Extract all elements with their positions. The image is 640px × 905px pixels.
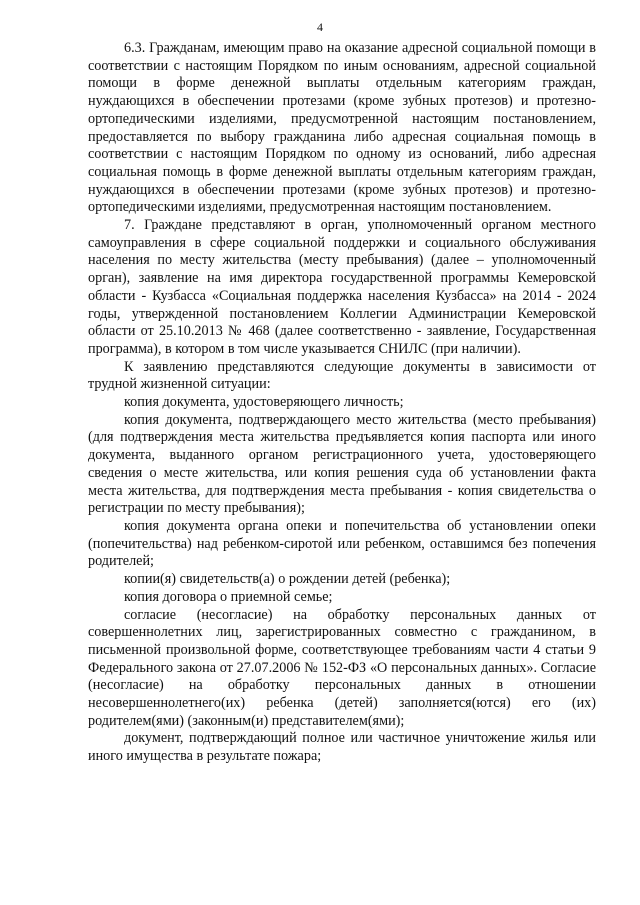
paragraph-7: 7. Граждане представляют в орган, уполномоченный органом местного самоуправления в сфере социальной поддержки и социального обслуживания населения по месту жительства (месту пребывания) (далее – уполномоченный орган), заявление на имя директора государственной программы Кемеровской области - Кузбасса «Социальная поддержка населения Кузбасса» на 2014 - 2024 годы, утвержденной постановлением Коллегии Администрации Кемеровской области от 25.10.2013 № 468 (далее соответственно - заявление, Государственная программа), в котором в том числе указывается СНИЛС (при наличии). xyxy=(88,217,596,357)
list-item-personal-data-consent: согласие (несогласие) на обработку персональных данных от совершеннолетних лиц, зарегистрированных совместно с гражданином, в письменной произвольной форме, соответствующее требованиям части 4 статьи 9 Федерального закона от 27.07.2006 № 152-ФЗ «О персональных данных». Согласие (несогласие) на обработку персональных данных в отношении несовершеннолетнего(их) ребенка (детей) заполняется(ются) его (их) родителем(ями) (законным(и) представителем(ями); xyxy=(88,606,596,729)
paragraph-documents-intro: К заявлению представляются следующие документы в зависимости от трудной жизненной ситуации: xyxy=(88,358,596,393)
list-item-residence-document: копия документа, подтверждающего место жительства (место пребывания) (для подтверждения места жительства предъявляется копия паспорта или иного документа, выданного органом регистрационного учета, удостоверяющего сведения о месте жительства, или копия решения суда об установлении факта места жительства, для подтверждения места пребывания - копия свидетельства о регистрации по месту пребывания); xyxy=(88,411,596,517)
list-item-guardianship-document: копия документа органа опеки и попечительства об установлении опеки (попечительства) над ребенком-сиротой или ребенком, оставшимся без попечения родителей; xyxy=(88,517,596,570)
paragraph-6-3: 6.3. Гражданам, имеющим право на оказание адресной социальной помощи в соответствии с настоящим Порядком по иным основаниям, адресной социальной помощи в форме денежной выплаты отдельным категориям граждан, нуждающихся в обеспечении протезами (кроме зубных протезов) и протезно-ортопедическими изделиями, предусмотренной настоящим постановлением, предоставляется по выбору гражданина либо адресная социальная помощь в соответствии с настоящим Порядком по одному из оснований, либо адресная социальная помощь в форме денежной выплаты отдельным категориям граждан, нуждающихся в обеспечении протезами (кроме зубных протезов) и протезно-ортопедическими изделиями, предусмотренная настоящим постановлением. xyxy=(88,40,596,216)
list-item-fire-damage-document: документ, подтверждающий полное или частичное уничтожение жилья или иного имущества в результате пожара; xyxy=(88,730,596,765)
list-item-identity-document: копия документа, удостоверяющего личность; xyxy=(124,394,404,411)
list-item-birth-certificates: копии(я) свидетельств(а) о рождении детей (ребенка); xyxy=(124,571,451,588)
page-number: 4 xyxy=(317,20,323,34)
document-body xyxy=(88,40,596,766)
list-item-foster-family-contract: копия договора о приемной семье; xyxy=(124,588,333,605)
